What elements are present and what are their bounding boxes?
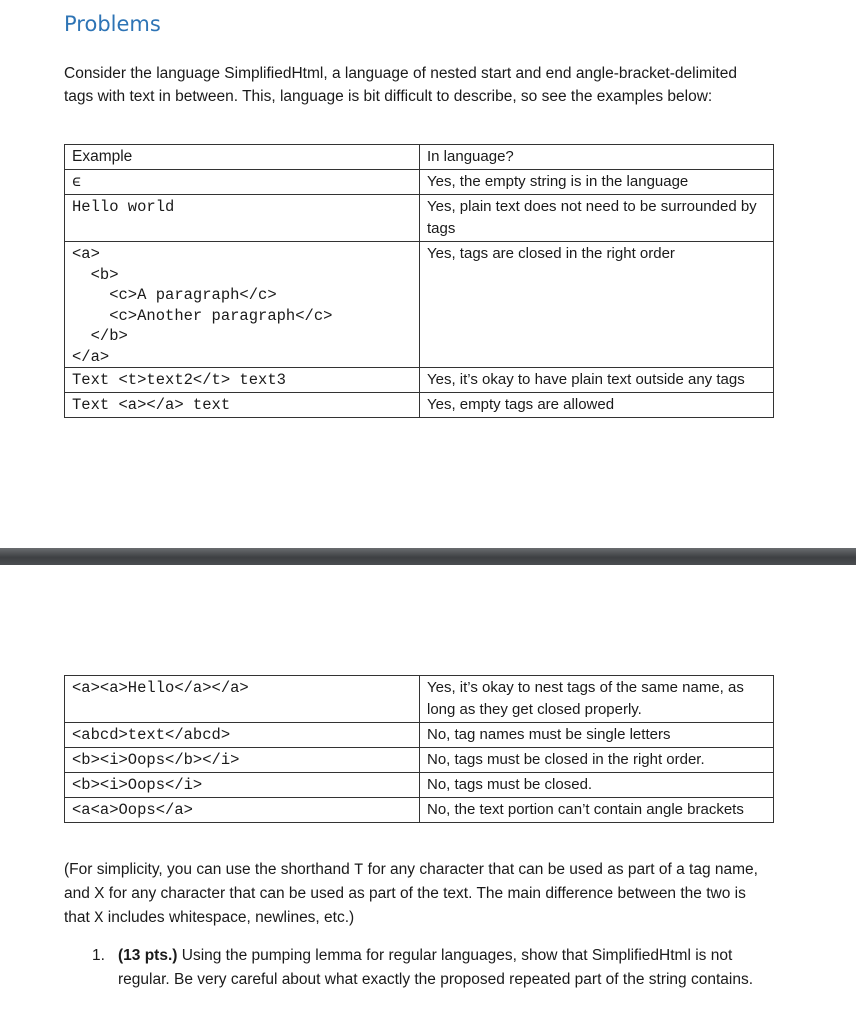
- header-example: Example: [65, 145, 420, 170]
- answer-cell: Yes, empty tags are allowed: [420, 393, 774, 418]
- table-row: [65, 393, 774, 418]
- example-cell: <a><a>Hello</a></a>: [65, 676, 420, 723]
- example-cell: <a> <b> <c>A paragraph</c> <c>Another paragraph</c> </b> </a>: [65, 242, 420, 368]
- examples-table-top: [64, 144, 774, 418]
- note-text: for any character that can be used as part of a tag name, and X for any character that can be used as part of the text. The main difference between the two is that: [64, 861, 758, 926]
- example-cell: Hello world: [65, 195, 420, 242]
- page-break-divider: [0, 548, 856, 565]
- example-cell: ϵ: [65, 170, 420, 195]
- table-row: [65, 242, 774, 368]
- question-1: [92, 944, 782, 992]
- header-in-language: In language?: [420, 145, 774, 170]
- table-row: [65, 368, 774, 393]
- example-cell: Text <t>text2</t> text3: [65, 368, 420, 393]
- table-row: [65, 773, 774, 798]
- answer-cell: No, tags must be closed in the right order.: [420, 748, 774, 773]
- x-symbol: X: [94, 909, 104, 927]
- question-number: 1.: [92, 947, 105, 964]
- question-text: Using the pumping lemma for regular languages, show that SimplifiedHtml is not regular. Be very careful about what exactly the proposed repeated part of the string contains.: [118, 947, 754, 988]
- example-cell: <b><i>Oops</i>: [65, 773, 420, 798]
- page-heading: Problems: [64, 12, 161, 36]
- question-points: (13 pts.): [118, 947, 178, 964]
- table-row: [65, 798, 774, 823]
- table-header-row: [65, 145, 774, 170]
- answer-cell: Yes, the empty string is in the language: [420, 170, 774, 195]
- answer-cell: No, the text portion can’t contain angle brackets: [420, 798, 774, 823]
- table-row: [65, 748, 774, 773]
- intro-paragraph: Consider the language SimplifiedHtml, a language of nested start and end angle-bracket-delimited tags with text in between. This, language is bit difficult to describe, so see the examples below:: [64, 65, 737, 105]
- examples-table-bottom: [64, 675, 774, 823]
- answer-cell: Yes, it’s okay to have plain text outside any tags: [420, 368, 774, 393]
- note-text: includes whitespace, newlines, etc.): [103, 909, 355, 926]
- answer-cell: Yes, it’s okay to nest tags of the same name, as long as they get closed properly.: [420, 676, 774, 723]
- note-text: (For simplicity, you can use the shorthand: [64, 861, 355, 878]
- table-row: [65, 723, 774, 748]
- answer-cell: Yes, tags are closed in the right order: [420, 242, 774, 368]
- example-cell: <abcd>text</abcd>: [65, 723, 420, 748]
- table-row: [65, 170, 774, 195]
- example-cell: Text <a></a> text: [65, 393, 420, 418]
- answer-cell: No, tags must be closed.: [420, 773, 774, 798]
- table-row: [65, 676, 774, 723]
- t-symbol: T: [354, 861, 364, 879]
- shorthand-note: [64, 858, 774, 930]
- example-cell: <a<a>Oops</a>: [65, 798, 420, 823]
- example-cell: <b><i>Oops</b></i>: [65, 748, 420, 773]
- answer-cell: No, tag names must be single letters: [420, 723, 774, 748]
- question-body: [118, 944, 782, 992]
- answer-cell: Yes, plain text does not need to be surrounded by tags: [420, 195, 774, 242]
- table-row: [65, 195, 774, 242]
